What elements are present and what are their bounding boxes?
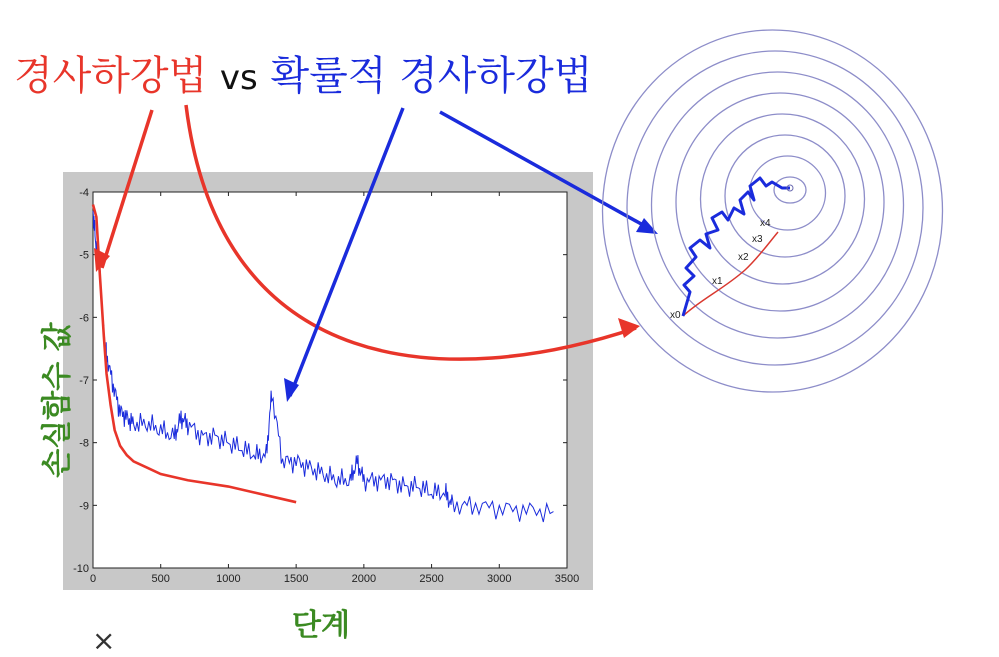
gd-path	[683, 232, 778, 316]
x-tick-label-7: 3500	[554, 573, 580, 585]
contour-label-2: x2	[738, 252, 749, 263]
contour-label-0: x0	[670, 310, 681, 321]
contour-label-4: x4	[760, 218, 771, 229]
sgd-arrowhead-right	[636, 218, 658, 234]
y-tick-label-5: -9	[79, 500, 89, 513]
y-tick-label-1: -5	[79, 249, 89, 262]
close-icon[interactable]: ×	[92, 624, 116, 657]
contour-ring-0	[774, 177, 806, 203]
plot-area	[93, 192, 567, 568]
sgd-path	[683, 178, 790, 316]
x-tick-label-4: 2000	[351, 573, 377, 585]
contour-label-3: x3	[752, 234, 763, 245]
contour-ring-4	[676, 93, 884, 311]
title-vs: vs	[219, 58, 258, 98]
x-tick-label-5: 2500	[419, 573, 444, 585]
y-tick-label-3: -7	[79, 375, 89, 387]
contour-rings	[603, 30, 943, 392]
y-tick-label-2: -6	[79, 312, 89, 325]
y-tick-label-6: -10	[73, 563, 89, 575]
title-gd: 경사하강법	[14, 53, 208, 99]
x-tick-label-0: 0	[89, 573, 97, 585]
y-tick-label-4: -8	[79, 437, 89, 450]
contour-label-1: x1	[712, 276, 723, 287]
x-tick-label-2: 1000	[216, 573, 241, 585]
x-tick-label-6: 3000	[487, 573, 512, 585]
y-axis-label: 손실함수 값	[40, 322, 75, 478]
contour-diagram	[603, 30, 943, 392]
x-axis-label: 단계	[292, 608, 350, 643]
title-sgd: 확률적 경사하강법	[270, 53, 593, 99]
y-tick-label-0: -4	[79, 187, 89, 199]
x-tick-label-1: 500	[151, 573, 170, 585]
x-tick-label-3: 1500	[283, 573, 309, 585]
